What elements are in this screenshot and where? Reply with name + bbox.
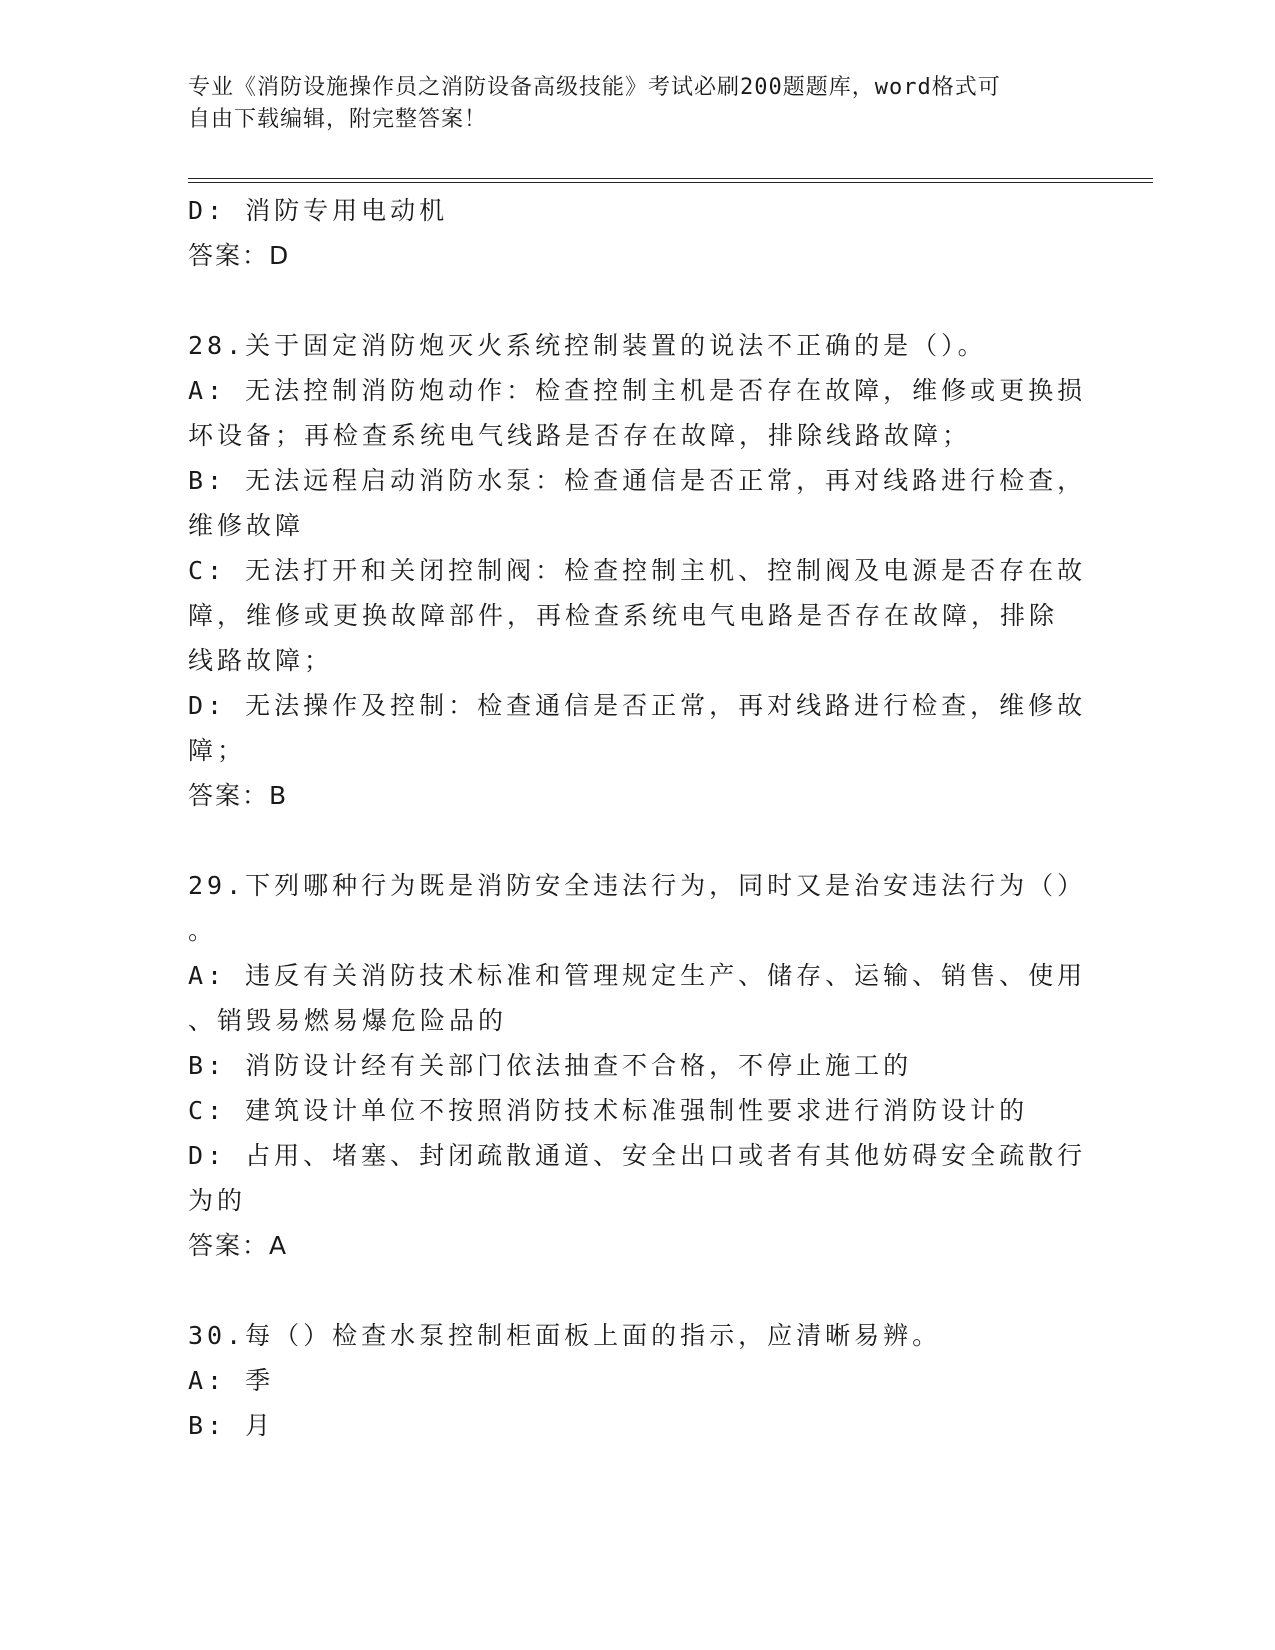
q29-option-a-line-1: A: 违反有关消防技术标准和管理规定生产、储存、运输、销售、使用 — [188, 961, 1087, 990]
question-29 — [188, 863, 1088, 1268]
q28-stem: 28.关于固定消防炮灭火系统控制装置的说法不正确的是（）。 — [188, 331, 987, 360]
document-header — [188, 72, 1068, 136]
q29-stem-line-2: 。 — [188, 916, 218, 945]
question-27-tail — [188, 188, 1088, 278]
spacer — [188, 278, 1088, 323]
q29-option-d-line-2: 为的 — [188, 1186, 247, 1215]
question-30 — [188, 1313, 1088, 1448]
question-28 — [188, 323, 1088, 818]
header-title-line-2: 自由下载编辑，附完整答案！ — [188, 107, 488, 132]
q29-option-a-line-2: 、销毁易燃易爆危险品的 — [188, 1006, 508, 1035]
q28-option-d-line-1: D: 无法操作及控制：检查通信是否正常，再对线路进行检查，维修故 — [188, 691, 1087, 720]
q28-option-d-line-2: 障； — [188, 736, 247, 765]
q27-option-d: D: 消防专用电动机 — [188, 196, 449, 225]
q28-option-a-line-1: A: 无法控制消防炮动作：检查控制主机是否存在故障，维修或更换损 — [188, 376, 1087, 405]
q28-option-b-line-2: 维修故障 — [188, 511, 305, 540]
header-title-line-1: 专业《消防设施操作员之消防设备高级技能》考试必刷200题题库，word格式可 — [188, 75, 1001, 100]
q28-option-b-line-1: B: 无法远程启动消防水泵：检查通信是否正常，再对线路进行检查， — [188, 466, 1087, 495]
spacer — [188, 818, 1088, 863]
q29-option-d-line-1: D: 占用、堵塞、封闭疏散通道、安全出口或者有其他妨碍安全疏散行 — [188, 1141, 1087, 1170]
q29-stem-line-1: 29.下列哪种行为既是消防安全违法行为，同时又是治安违法行为（） — [188, 871, 1087, 900]
document-body — [188, 188, 1088, 1448]
q28-option-c-line-3: 线路故障； — [188, 646, 334, 675]
q30-option-b: B: 月 — [188, 1411, 275, 1440]
q28-option-c-line-1: C: 无法打开和关闭控制阀：检查控制主机、控制阀及电源是否存在故 — [188, 556, 1087, 585]
q30-stem: 30.每（）检查水泵控制柜面板上面的指示，应清晰易辨。 — [188, 1321, 942, 1350]
q28-option-a-line-2: 坏设备；再检查系统电气线路是否存在故障，排除线路故障； — [188, 421, 972, 450]
q27-answer: 答案：D — [188, 241, 291, 270]
spacer — [188, 1268, 1088, 1313]
q28-option-c-line-2: 障，维修或更换故障部件，再检查系统电气电路是否存在故障，排除 — [188, 601, 1059, 630]
header-divider — [188, 178, 1153, 183]
q29-option-c: C: 建筑设计单位不按照消防技术标准强制性要求进行消防设计的 — [188, 1096, 1029, 1125]
q28-answer: 答案：B — [188, 781, 289, 810]
q30-option-a: A: 季 — [188, 1366, 275, 1395]
q29-option-b: B: 消防设计经有关部门依法抽查不合格，不停止施工的 — [188, 1051, 913, 1080]
q29-answer: 答案：A — [188, 1231, 289, 1260]
